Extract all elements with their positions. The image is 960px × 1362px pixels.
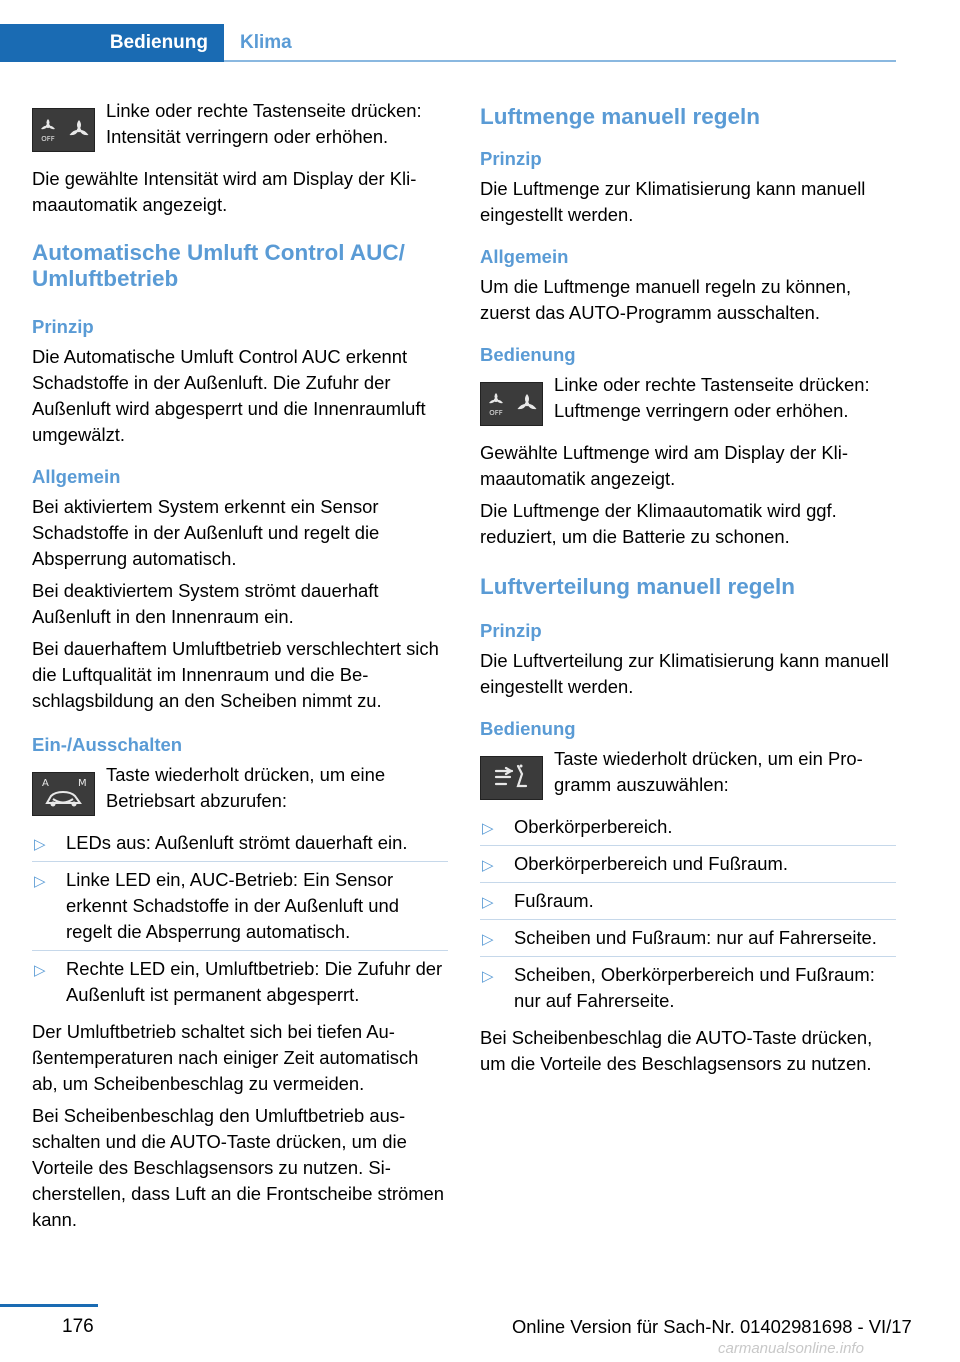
allgemein-text-2: Bei deaktiviertem System strömt dauerhaft Außenluft in den Innenraum ein. bbox=[32, 580, 379, 627]
list-item bbox=[32, 830, 448, 862]
prinzip-text: Die Automatische Umluft Control AUC erkennt Schadstoffe in der Außenluft. Die Zufuhr der Außenluft wird abgesperrt und die Innenraumluft umgewälzt. bbox=[32, 346, 426, 445]
list-item bbox=[480, 814, 896, 846]
luftmenge-prinzip-text: Die Luftmenge zur Klimatisierung kann manuell eingestellt werden. bbox=[480, 178, 866, 225]
triangle-bullet-icon: ▷ bbox=[34, 962, 46, 979]
display-note: Die gewählte Intensität wird am Display der Klimaautomatik angezeigt. bbox=[32, 168, 417, 215]
off-label: OFF bbox=[40, 135, 55, 143]
allgemein-text-1: Bei aktiviertem System erkennt ein Sensor Schadstoffe in der Außenluft und regelt die Absperrung automatisch. bbox=[32, 496, 380, 569]
list-item-text: LEDs aus: Außenluft strömt dauerhaft ein. bbox=[66, 832, 408, 853]
tab-klima-label: Klima bbox=[240, 32, 292, 53]
auc-key-block bbox=[32, 762, 448, 818]
fan-off-icon bbox=[486, 391, 506, 417]
fan-key-image bbox=[32, 108, 95, 152]
triangle-bullet-icon: ▷ bbox=[34, 873, 46, 890]
luftmenge-allgemein-text: Um die Luftmenge manuell regeln zu können, zuerst das AUTO-Programm ausschalten. bbox=[480, 276, 852, 323]
list-item-text: Linke LED ein, AUC-Betrieb: Ein Sensor erkennt Schadstoffe in der Außenluft und regelt die Absperrung automatisch. bbox=[66, 869, 399, 942]
air-distribution-icon bbox=[492, 762, 532, 794]
tab-bedienung-label: Bedienung bbox=[109, 32, 208, 53]
tab-klima[interactable] bbox=[240, 24, 292, 62]
list-item bbox=[480, 888, 896, 920]
luftmenge-display-text: Gewählte Luftmenge wird am Display der Klimaautomatik angezeigt. bbox=[480, 442, 848, 489]
list-item-text: Oberkörperbereich und Fußraum. bbox=[514, 853, 788, 874]
subheading-bedienung: Bedienung bbox=[480, 344, 576, 365]
battery-note: Die Luftmenge der Klimaautomatik wird ggf. reduziert, um die Batterie zu schonen. bbox=[480, 500, 837, 547]
triangle-bullet-icon: ▷ bbox=[482, 857, 494, 874]
list-item-text: Rechte LED ein, Umluftbetrieb: Die Zufuhr der Außenluft ist permanent abgesperrt. bbox=[66, 958, 443, 1005]
triangle-bullet-icon: ▷ bbox=[482, 931, 494, 948]
section-heading-luftmenge: Luftmenge manuell regeln bbox=[480, 104, 761, 129]
fan-intensity-block bbox=[32, 98, 448, 154]
left-column bbox=[32, 98, 448, 1239]
header-rule bbox=[224, 60, 896, 62]
list-item bbox=[32, 867, 448, 951]
auto-off-text: Der Umluftbetrieb schaltet sich bei tiefen Außentemperaturen nach einiger Zeit automatisch ab, um Scheibenbeschlag zu vermeiden. bbox=[32, 1021, 419, 1094]
auc-key-image bbox=[32, 772, 95, 816]
air-distribution-key-image bbox=[480, 756, 543, 800]
triangle-bullet-icon: ▷ bbox=[482, 968, 494, 985]
auc-a-label: A bbox=[42, 778, 49, 789]
subheading-prinzip: Prinzip bbox=[480, 620, 542, 641]
defog-text: Bei Scheibenbeschlag den Umluftbetrieb ausschalten und die AUTO-Taste drücken, um die Vorteile des Beschlagsensors zu nutzen. Sicherstellen, dass Luft an die Frontscheibe strömen kann. bbox=[32, 1105, 444, 1230]
triangle-bullet-icon: ▷ bbox=[482, 894, 494, 911]
list-item-text: Scheiben, Oberkörperbereich und Fußraum: nur auf Fahrerseite. bbox=[514, 964, 875, 1011]
luftverteilung-key-block bbox=[480, 746, 896, 802]
triangle-bullet-icon: ▷ bbox=[482, 820, 494, 837]
list-item bbox=[480, 962, 896, 1019]
fan-icon bbox=[68, 119, 90, 141]
allgemein-text-3: Bei dauerhaftem Umluftbetrieb verschlechtert sich die Luftqualität im Innenraum und die Beschlagsbildung an den Scheiben nimmt zu. bbox=[32, 638, 439, 711]
fan-off-icon bbox=[38, 117, 58, 143]
luftverteilung-bedienung-text: Taste wiederholt drücken, um ein Programm auszuwählen: bbox=[554, 748, 863, 795]
footer-rule bbox=[0, 1304, 98, 1307]
page-number: 176 bbox=[62, 1316, 94, 1337]
fan-key-image bbox=[480, 382, 543, 426]
list-item-text: Scheiben und Fußraum: nur auf Fahrerseite. bbox=[514, 927, 877, 948]
watermark: carmanualsonline.info bbox=[718, 1340, 864, 1357]
auc-mode-list bbox=[32, 830, 448, 1013]
auc-m-label: M bbox=[78, 778, 87, 789]
luftmenge-key-block bbox=[480, 372, 896, 428]
air-distribution-list bbox=[480, 814, 896, 1019]
list-item-text: Fußraum. bbox=[514, 890, 594, 911]
subheading-ein-aus: Ein-/Ausschalten bbox=[32, 734, 183, 755]
triangle-bullet-icon: ▷ bbox=[34, 836, 46, 853]
online-version-note: Online Version für Sach-Nr. 01402981698 - VI/17 bbox=[512, 1316, 912, 1337]
defog-auto-text: Bei Scheibenbeschlag die AUTO-Taste drücken, um die Vorteile des Beschlagsensors zu nutzen. bbox=[480, 1027, 873, 1074]
recirculation-car-icon bbox=[33, 773, 94, 815]
subheading-allgemein: Allgemein bbox=[32, 466, 121, 487]
list-item bbox=[32, 956, 448, 1013]
fan-icon bbox=[516, 393, 538, 415]
list-item bbox=[480, 851, 896, 883]
list-item-text: Oberkörperbereich. bbox=[514, 816, 673, 837]
ein-aus-text: Taste wiederholt drücken, um eine Betriebsart abzurufen: bbox=[106, 764, 386, 811]
subheading-allgemein: Allgemein bbox=[480, 246, 569, 267]
subheading-bedienung: Bedienung bbox=[480, 718, 576, 739]
luftmenge-bedienung-text: Linke oder rechte Tastenseite drücken: Luftmenge verringern oder erhöhen. bbox=[554, 374, 870, 421]
off-label: OFF bbox=[488, 409, 503, 417]
tab-bedienung[interactable] bbox=[0, 24, 224, 62]
section-heading-luftverteilung: Luftverteilung manuell regeln bbox=[480, 574, 796, 599]
right-column bbox=[480, 98, 896, 1083]
subheading-prinzip: Prinzip bbox=[480, 148, 542, 169]
subheading-prinzip: Prinzip bbox=[32, 316, 94, 337]
section-heading-auc: Automatische Umluft Control AUC/ Umluftbetrieb bbox=[32, 240, 405, 291]
list-item bbox=[480, 925, 896, 957]
luftverteilung-prinzip-text: Die Luftverteilung zur Klimatisierung kann manuell eingestellt werden. bbox=[480, 650, 889, 697]
fan-intensity-text: Linke oder rechte Tastenseite drücken: Intensität verringern oder erhöhen. bbox=[106, 100, 422, 147]
